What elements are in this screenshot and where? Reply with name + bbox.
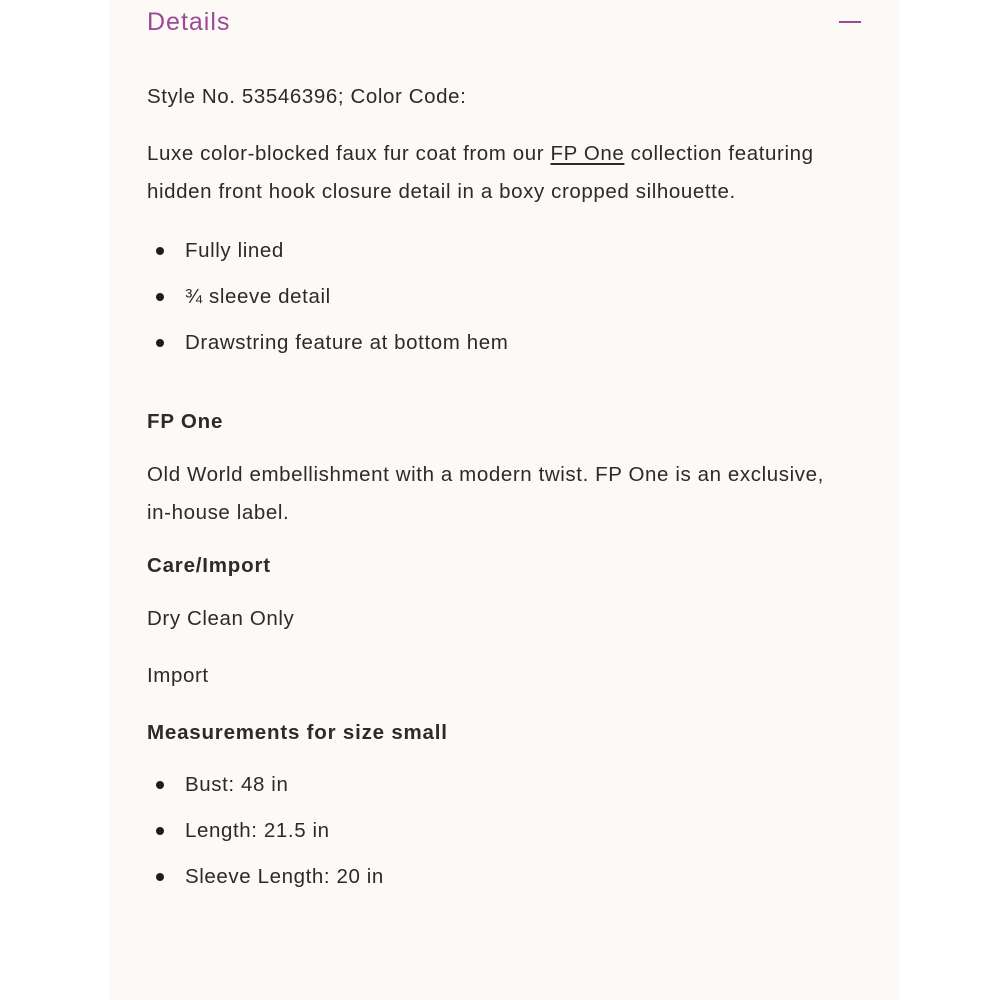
description-text-start: Luxe color-blocked faux fur coat from our — [147, 142, 551, 165]
minus-icon[interactable] — [838, 10, 862, 34]
list-item: Drawstring feature at bottom hem — [147, 320, 847, 366]
list-item: Length: 21.5 in — [147, 808, 847, 854]
fp-one-link[interactable]: FP One — [550, 142, 625, 165]
list-item: Bust: 48 in — [147, 762, 847, 808]
care-import-heading: Care/Import — [147, 554, 271, 577]
list-item: Fully lined — [147, 228, 847, 274]
import-note: Import — [147, 664, 209, 687]
details-title: Details — [147, 8, 231, 36]
measurements-heading: Measurements for size small — [147, 721, 448, 744]
product-description — [147, 135, 847, 211]
feature-list — [147, 228, 847, 366]
fp-one-description: Old World embellishment with a modern twist. FP One is an exclusive, in-house label. — [147, 463, 824, 524]
details-accordion-header[interactable] — [147, 0, 862, 44]
fp-one-heading: FP One — [147, 410, 224, 433]
list-item: Sleeve Length: 20 in — [147, 854, 847, 900]
product-details-panel — [109, 0, 900, 1000]
list-item: ¾ sleeve detail — [147, 274, 847, 320]
measurements-list — [147, 762, 847, 900]
description-text-end: collection featuring hidden front hook closure detail in a boxy cropped silhouette. — [147, 142, 814, 203]
care-instruction: Dry Clean Only — [147, 607, 295, 630]
style-number: Style No. 53546396; Color Code: — [147, 85, 467, 108]
details-content — [147, 78, 847, 900]
